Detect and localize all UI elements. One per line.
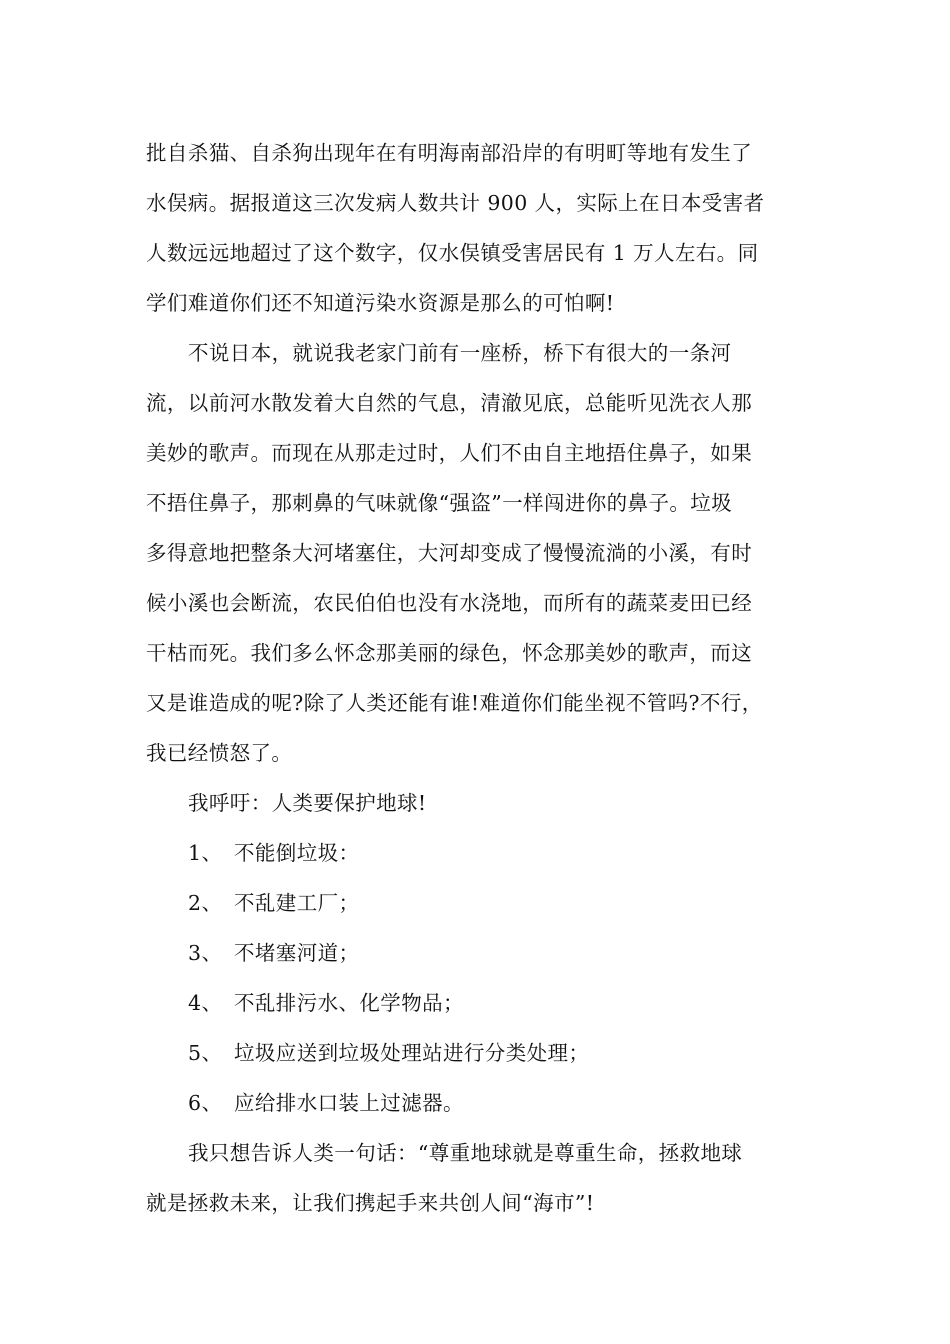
text-line: 流，以前河水散发着大自然的气息，清澈见底，总能听见洗衣人那: [146, 391, 753, 415]
paragraph-closing: [146, 1128, 806, 1228]
text-line: 人数远远地超过了这个数字，仅水俣镇受害居民有 1 万人左右。同: [146, 241, 759, 265]
list-number: 4、: [188, 991, 223, 1015]
document-page: [146, 128, 806, 1228]
text-line: 就是拯救未来，让我们携起手来共创人间“海市”!: [146, 1191, 595, 1215]
list-item: [146, 828, 806, 878]
list-text: 不能倒垃圾：: [234, 841, 360, 865]
list-text: 不堵塞河道；: [234, 941, 360, 965]
text-line: 多得意地把整条大河堵塞住，大河却变成了慢慢流淌的小溪，有时: [146, 541, 753, 565]
list-number: 1、: [188, 841, 223, 865]
text-line: 水俣病。据报道这三次发病人数共计 900 人，实际上在日本受害者: [146, 191, 765, 215]
list-text: 垃圾应送到垃圾处理站进行分类处理；: [234, 1041, 590, 1065]
text-line: 干枯而死。我们多么怀念那美丽的绿色，怀念那美妙的歌声，而这: [146, 641, 753, 665]
list-item: [146, 1028, 806, 1078]
list-item: [146, 978, 806, 1028]
paragraph-minamata: [146, 128, 806, 328]
text-line: 我只想告诉人类一句话：“尊重地球就是尊重生命，拯救地球: [188, 1141, 743, 1165]
action-list: [146, 828, 806, 1128]
text-line: 美妙的歌声。而现在从那走过时，人们不由自主地捂住鼻子，如果: [146, 441, 753, 465]
list-item: [146, 1078, 806, 1128]
list-number: 6、: [188, 1091, 223, 1115]
text-line: 又是谁造成的呢?除了人类还能有谁!难道你们能坐视不管吗?不行，: [146, 691, 763, 715]
list-number: 5、: [188, 1041, 223, 1065]
list-number: 2、: [188, 891, 223, 915]
list-item: [146, 928, 806, 978]
text-line: 学们难道你们还不知道污染水资源是那么的可怕啊!: [146, 291, 615, 315]
text-line: 我已经愤怒了。: [146, 741, 293, 765]
text-line: 我呼吁：人类要保护地球!: [188, 791, 427, 815]
list-number: 3、: [188, 941, 223, 965]
text-line: 不说日本，就说我老家门前有一座桥，桥下有很大的一条河: [188, 341, 732, 365]
text-line: 批自杀猫、自杀狗出现年在有明海南部沿岸的有明町等地有发生了: [146, 141, 753, 165]
list-text: 不乱排污水、化学物品；: [234, 991, 464, 1015]
text-line: 候小溪也会断流，农民伯伯也没有水浇地，而所有的蔬菜麦田已经: [146, 591, 753, 615]
paragraph-hometown-river: [146, 328, 806, 778]
text-line: 不捂住鼻子，那刺鼻的气味就像“强盗”一样闯进你的鼻子。垃圾: [146, 491, 733, 515]
list-text: 不乱建工厂；: [234, 891, 360, 915]
paragraph-appeal: [146, 778, 806, 828]
list-item: [146, 878, 806, 928]
list-text: 应给排水口装上过滤器。: [234, 1091, 464, 1115]
